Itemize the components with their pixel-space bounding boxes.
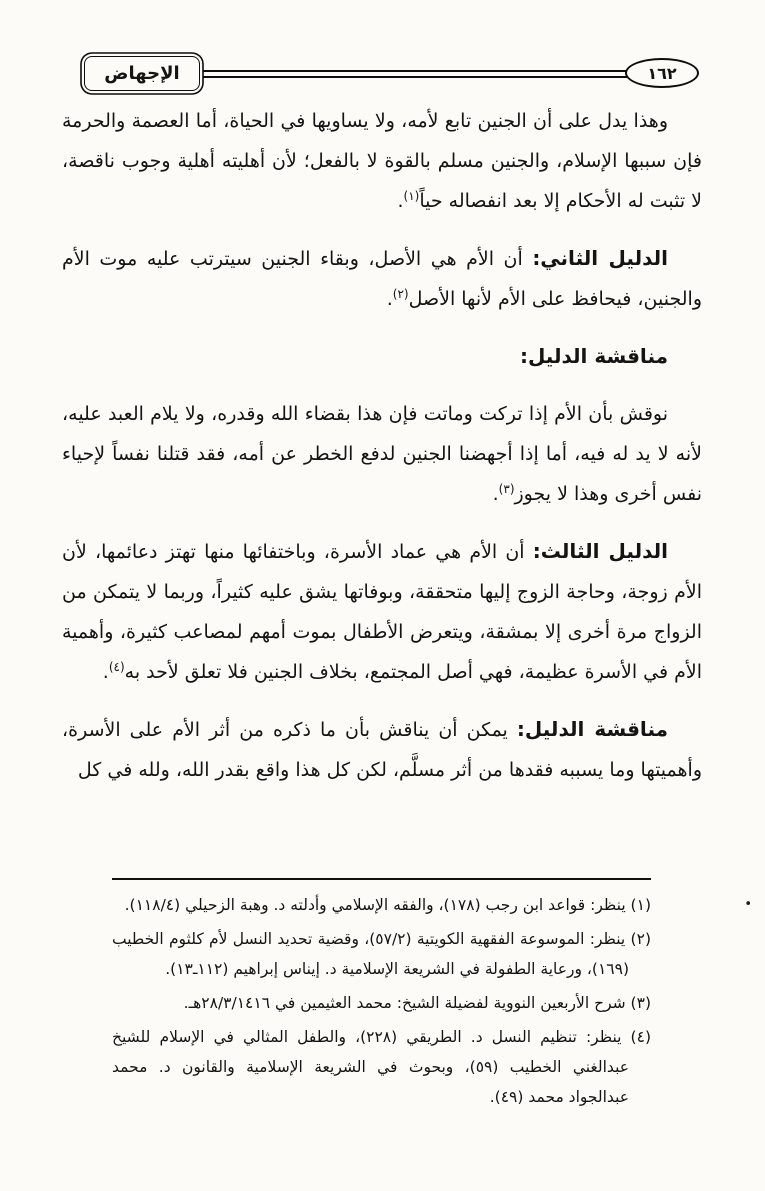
body-paragraph-4 (62, 531, 702, 692)
footnote-ref-mark: (٣) (498, 482, 515, 496)
page-number: ١٦٢ (647, 63, 677, 83)
paragraph-period: . (397, 190, 404, 212)
paragraph-text: وهذا يدل على أن الجنين تابع لأمه، ولا يساويها في الحياة، أما العصمة والحرمة فإن سببها الإسلام، والجنين مسلم بالقوة لا بالفعل؛ لأن أهليته أهلية وجوب ناقصة، لا تثبت له الأحكام إلا بعد انفصاله حياً (62, 110, 702, 212)
paragraph-period: . (492, 483, 499, 505)
body-paragraph-5 (62, 709, 702, 790)
footnotes-section (112, 878, 651, 1116)
paragraph-text: نوقش بأن الأم إذا تركت وماتت فإن هذا بقضاء الله وقدره، ولا يلام العبد عليه، لأنه لا يد له فيه، أما إذا أجهضنا الجنين لدفع الخطر عن أمه، فقد قتلنا نفساً لإحياء نفس أخرى وهذا لا يجوز (62, 403, 702, 505)
paragraph-period: . (102, 661, 109, 683)
paragraph-lead: مناقشة الدليل: (516, 717, 668, 741)
footnote-item-4: (٤) ينظر: تنظيم النسل د. الطريقي (٢٢٨)، والطفل المثالي في الإسلام للشيخ عبدالغني الخطيب (٥٩)، وبحوث في الشريعة الإسلامية والقانون د. محمد عبدالجواد محمد (٤٩). (112, 1028, 651, 1106)
footnote-item-2: (٢) ينظر: الموسوعة الفقهية الكويتية (٥٧/٢)، وقضية تحديد النسل لأم كلثوم الخطيب (١٦٩)، ورعاية الطفولة في الشريعة الإسلامية د. إيناس إبراهيم (١١٢ـ١٣). (112, 930, 651, 978)
paragraph-text: أن الأم هي عماد الأسرة، وباختفائها منها تهتز دعائمها، لأن الأم زوجة، وحاجة الزوج إليها متحققة، وبوفاتها يشق عليه كثيراً، وربما لا يتمكن من الزواج مرة أخرى إلا بمشقة، ويتعرض الأطفال بموت أمهم لمصاعب كثيرة، وأهمية الأم في الأسرة عظيمة، فهي أصل المجتمع، بخلاف الجنين فلا تعلق لأحد به (62, 541, 702, 683)
margin-dot: • (744, 897, 752, 912)
paragraph-text: يمكن أن يناقش بأن ما ذكره من أثر الأم على الأسرة، وأهميتها وما يسببه فقدها من أثر مسلَّم، لكن كل هذا واقع بقدر الله، ولله في كل (62, 719, 702, 781)
chapter-title: الإجهاض (104, 63, 180, 84)
body-paragraph-2 (62, 238, 702, 319)
paragraph-lead: الدليل الثاني: (532, 246, 668, 270)
footnote-ref-mark: (٤) (108, 660, 125, 674)
footnote-item-3: (٣) شرح الأربعين النووية لفضيلة الشيخ: محمد العثيمين في ٢٨/٣/١٤١٦هـ. (183, 994, 651, 1012)
paragraph-period: . (386, 288, 393, 310)
discussion-heading: مناقشة الدليل: (519, 344, 668, 368)
page-number-badge (625, 58, 699, 88)
footnote-ref-mark: (١) (403, 189, 420, 203)
body-text (62, 100, 702, 807)
footnote-item-1: (١) ينظر: قواعد ابن رجب (١٧٨)، والفقه الإسلامي وأدلته د. وهبة الزحيلي (١١٨/٤). (124, 896, 651, 914)
footnote-ref-mark: (٢) (392, 287, 409, 301)
paragraph-lead: الدليل الثالث: (532, 539, 668, 563)
paragraph-text: أن الأم هي الأصل، وبقاء الجنين سيترتب عليه موت الأم والجنين، فيحافظ على الأم لأنها الأصل (62, 248, 702, 310)
body-paragraph-3 (62, 393, 702, 514)
body-paragraph-1 (62, 100, 702, 221)
page-header (0, 54, 765, 98)
chapter-title-box (84, 56, 200, 91)
